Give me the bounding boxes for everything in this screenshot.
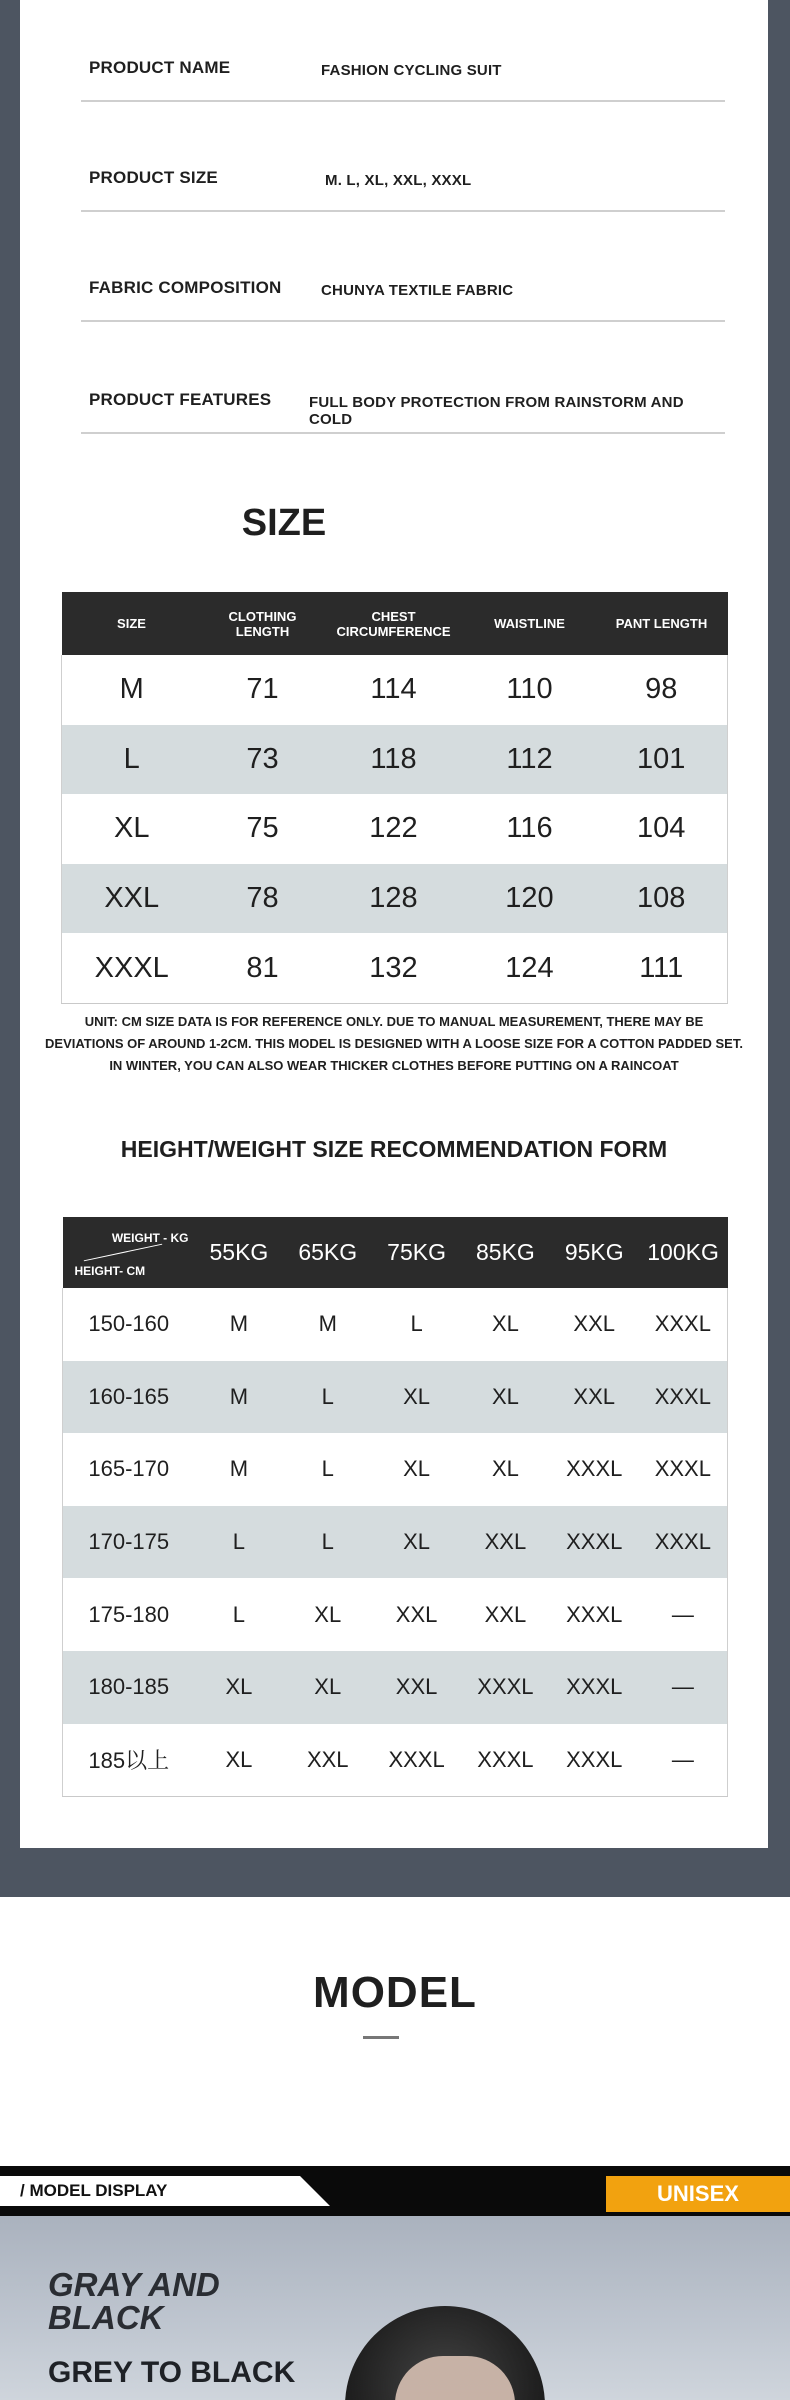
table-row bbox=[63, 1506, 728, 1579]
table-row bbox=[62, 655, 728, 725]
table-cell: L bbox=[232, 1601, 246, 1627]
info-value: FULL BODY PROTECTION FROM RAINSTORM AND COLD bbox=[309, 394, 684, 428]
table-row bbox=[63, 1724, 728, 1797]
column-header: CHEST CIRCUMFERENCE bbox=[324, 592, 464, 655]
model-title-underline bbox=[363, 2036, 399, 2039]
column-header: SIZE bbox=[62, 592, 202, 655]
table-cell: XL bbox=[372, 1361, 461, 1434]
table-cell: XL bbox=[461, 1361, 550, 1434]
table-cell: 104 bbox=[637, 812, 686, 845]
table-row bbox=[63, 1288, 728, 1361]
table-cell: XXXL bbox=[566, 1456, 623, 1482]
table-cell: 81 bbox=[202, 933, 324, 1003]
info-row-features bbox=[81, 374, 725, 434]
column-header: CLOTHING LENGTH bbox=[202, 592, 324, 655]
table-cell: 71 bbox=[246, 673, 279, 706]
weight-header: 75KG bbox=[372, 1217, 461, 1288]
table-cell: 128 bbox=[324, 864, 464, 934]
height-cell: 175-180 bbox=[88, 1601, 170, 1627]
table-cell: 132 bbox=[324, 933, 464, 1003]
corner-weight-label: WEIGHT - KG bbox=[111, 1231, 189, 1245]
size-note: UNIT: CM SIZE DATA IS FOR REFERENCE ONLY. DUE TO MANUAL MEASUREMENT, THERE MAY BE DEVIATIONS OF AROUND 1-2CM. THIS MODEL IS DESIGNED WITH A LOOSE SIZE FOR A COTTON PADDED SET. IN WINTER, YOU CAN ALSO WEAR THICKER CLOTHES BEFORE PUTTING ON A RAINCOAT bbox=[45, 1014, 743, 1073]
info-label: PRODUCT SIZE bbox=[89, 168, 218, 187]
info-label: FABRIC COMPOSITION bbox=[89, 278, 282, 297]
info-label: PRODUCT NAME bbox=[89, 58, 231, 77]
table-cell: XL bbox=[283, 1651, 372, 1724]
table-cell: 98 bbox=[645, 673, 678, 706]
photo-title: GRAY AND BLACK bbox=[48, 2266, 220, 2336]
table-cell: 78 bbox=[202, 864, 324, 934]
table-cell: L bbox=[283, 1506, 372, 1579]
table-cell: 75 bbox=[246, 812, 279, 845]
table-cell: 118 bbox=[324, 725, 464, 795]
table-cell: 111 bbox=[596, 933, 728, 1003]
weight-header: 100KG bbox=[639, 1217, 728, 1288]
size-title: SIZE bbox=[241, 502, 327, 544]
table-cell: M bbox=[119, 673, 144, 706]
table-cell: XL bbox=[403, 1456, 431, 1482]
recommendation-table bbox=[62, 1217, 728, 1797]
height-cell: 170-175 bbox=[63, 1506, 195, 1579]
table-cell: L bbox=[62, 725, 202, 795]
table-cell: XL bbox=[491, 1311, 519, 1337]
table-cell: 116 bbox=[506, 812, 553, 845]
info-label: PRODUCT FEATURES bbox=[89, 390, 272, 409]
table-cell: XL bbox=[195, 1724, 284, 1797]
table-cell: 110 bbox=[506, 673, 553, 706]
table-cell: XXL bbox=[550, 1361, 639, 1434]
table-cell: L bbox=[195, 1506, 284, 1579]
model-photo bbox=[0, 2216, 790, 2400]
table-cell: XXL bbox=[484, 1601, 527, 1627]
weight-header: 85KG bbox=[461, 1217, 550, 1288]
table-cell: XL bbox=[491, 1456, 519, 1482]
info-row-size bbox=[81, 152, 725, 212]
table-cell: XXXL bbox=[639, 1506, 728, 1579]
height-cell: 160-165 bbox=[63, 1361, 195, 1434]
corner-header bbox=[63, 1217, 195, 1288]
table-cell: — bbox=[671, 1601, 694, 1627]
photo-subtitle: GREY TO BLACK bbox=[48, 2356, 296, 2389]
table-cell: XXXL bbox=[550, 1651, 639, 1724]
table-cell: XXL bbox=[461, 1506, 550, 1579]
table-cell: XXL bbox=[62, 864, 202, 934]
table-cell: XXXL bbox=[566, 1601, 623, 1627]
recommendation-header bbox=[63, 1217, 728, 1288]
table-cell: XXXL bbox=[62, 933, 202, 1003]
weight-header: 95KG bbox=[550, 1217, 639, 1288]
table-cell: XXL bbox=[573, 1311, 616, 1337]
table-cell: XL bbox=[114, 812, 150, 845]
table-cell: XXXL bbox=[654, 1456, 711, 1482]
column-header: PANT LENGTH bbox=[596, 592, 728, 655]
table-row bbox=[63, 1651, 728, 1724]
table-row bbox=[63, 1433, 728, 1506]
table-cell: 112 bbox=[464, 725, 596, 795]
table-cell: XXXL bbox=[550, 1724, 639, 1797]
table-cell: XXXL bbox=[461, 1651, 550, 1724]
table-cell: XL bbox=[195, 1651, 284, 1724]
table-cell: XXXL bbox=[372, 1724, 461, 1797]
height-cell: 165-170 bbox=[88, 1456, 170, 1482]
height-cell: 180-185 bbox=[63, 1651, 195, 1724]
table-cell: M bbox=[318, 1311, 337, 1337]
size-table bbox=[61, 592, 728, 1004]
info-row-fabric bbox=[81, 262, 725, 322]
height-cell: 150-160 bbox=[88, 1311, 170, 1337]
table-row bbox=[62, 933, 728, 1003]
table-cell: XXL bbox=[395, 1601, 438, 1627]
table-cell: L bbox=[410, 1311, 423, 1337]
table-cell: XL bbox=[314, 1601, 342, 1627]
model-display-banner bbox=[0, 2166, 790, 2216]
weight-header: 65KG bbox=[283, 1217, 372, 1288]
weight-header: 55KG bbox=[195, 1217, 284, 1288]
table-row bbox=[62, 794, 728, 864]
corner-divider bbox=[83, 1244, 161, 1262]
table-cell: XXXL bbox=[654, 1311, 711, 1337]
table-cell: 101 bbox=[596, 725, 728, 795]
table-row bbox=[63, 1578, 728, 1651]
unisex-badge: UNISEX bbox=[606, 2176, 790, 2212]
corner-height-label: HEIGHT- CM bbox=[74, 1264, 146, 1278]
table-cell: XXXL bbox=[639, 1361, 728, 1434]
table-cell: XXXL bbox=[461, 1724, 550, 1797]
table-cell: XXL bbox=[372, 1651, 461, 1724]
model-title: MODEL bbox=[313, 1968, 477, 2017]
table-cell: — bbox=[639, 1651, 728, 1724]
table-row bbox=[63, 1361, 728, 1434]
banner-label: / MODEL DISPLAY bbox=[20, 2181, 168, 2200]
info-value: M. L, XL, XXL, XXXL bbox=[325, 172, 472, 189]
table-cell: XL bbox=[372, 1506, 461, 1579]
table-cell: M bbox=[195, 1361, 284, 1434]
info-row-name bbox=[81, 42, 725, 102]
table-cell: 124 bbox=[464, 933, 596, 1003]
table-cell: — bbox=[639, 1724, 728, 1797]
table-cell: M bbox=[229, 1311, 249, 1337]
height-cell: 185以上 bbox=[63, 1724, 195, 1797]
spec-card bbox=[20, 0, 768, 1848]
info-value: CHUNYA TEXTILE FABRIC bbox=[321, 282, 514, 299]
table-cell: 114 bbox=[370, 673, 417, 706]
table-row bbox=[62, 725, 728, 795]
table-cell: 73 bbox=[202, 725, 324, 795]
table-cell: M bbox=[229, 1456, 249, 1482]
table-cell: 108 bbox=[596, 864, 728, 934]
table-cell: XXL bbox=[283, 1724, 372, 1797]
table-row bbox=[62, 864, 728, 934]
table-cell: L bbox=[283, 1361, 372, 1434]
table-cell: 120 bbox=[464, 864, 596, 934]
info-value: FASHION CYCLING SUIT bbox=[321, 62, 502, 79]
size-table-header bbox=[62, 592, 728, 655]
table-cell: 122 bbox=[369, 812, 418, 845]
table-cell: L bbox=[321, 1456, 334, 1482]
recommendation-title: HEIGHT/WEIGHT SIZE RECOMMENDATION FORM bbox=[120, 1136, 668, 1162]
column-header: WAISTLINE bbox=[464, 592, 596, 655]
table-cell: XXXL bbox=[550, 1506, 639, 1579]
